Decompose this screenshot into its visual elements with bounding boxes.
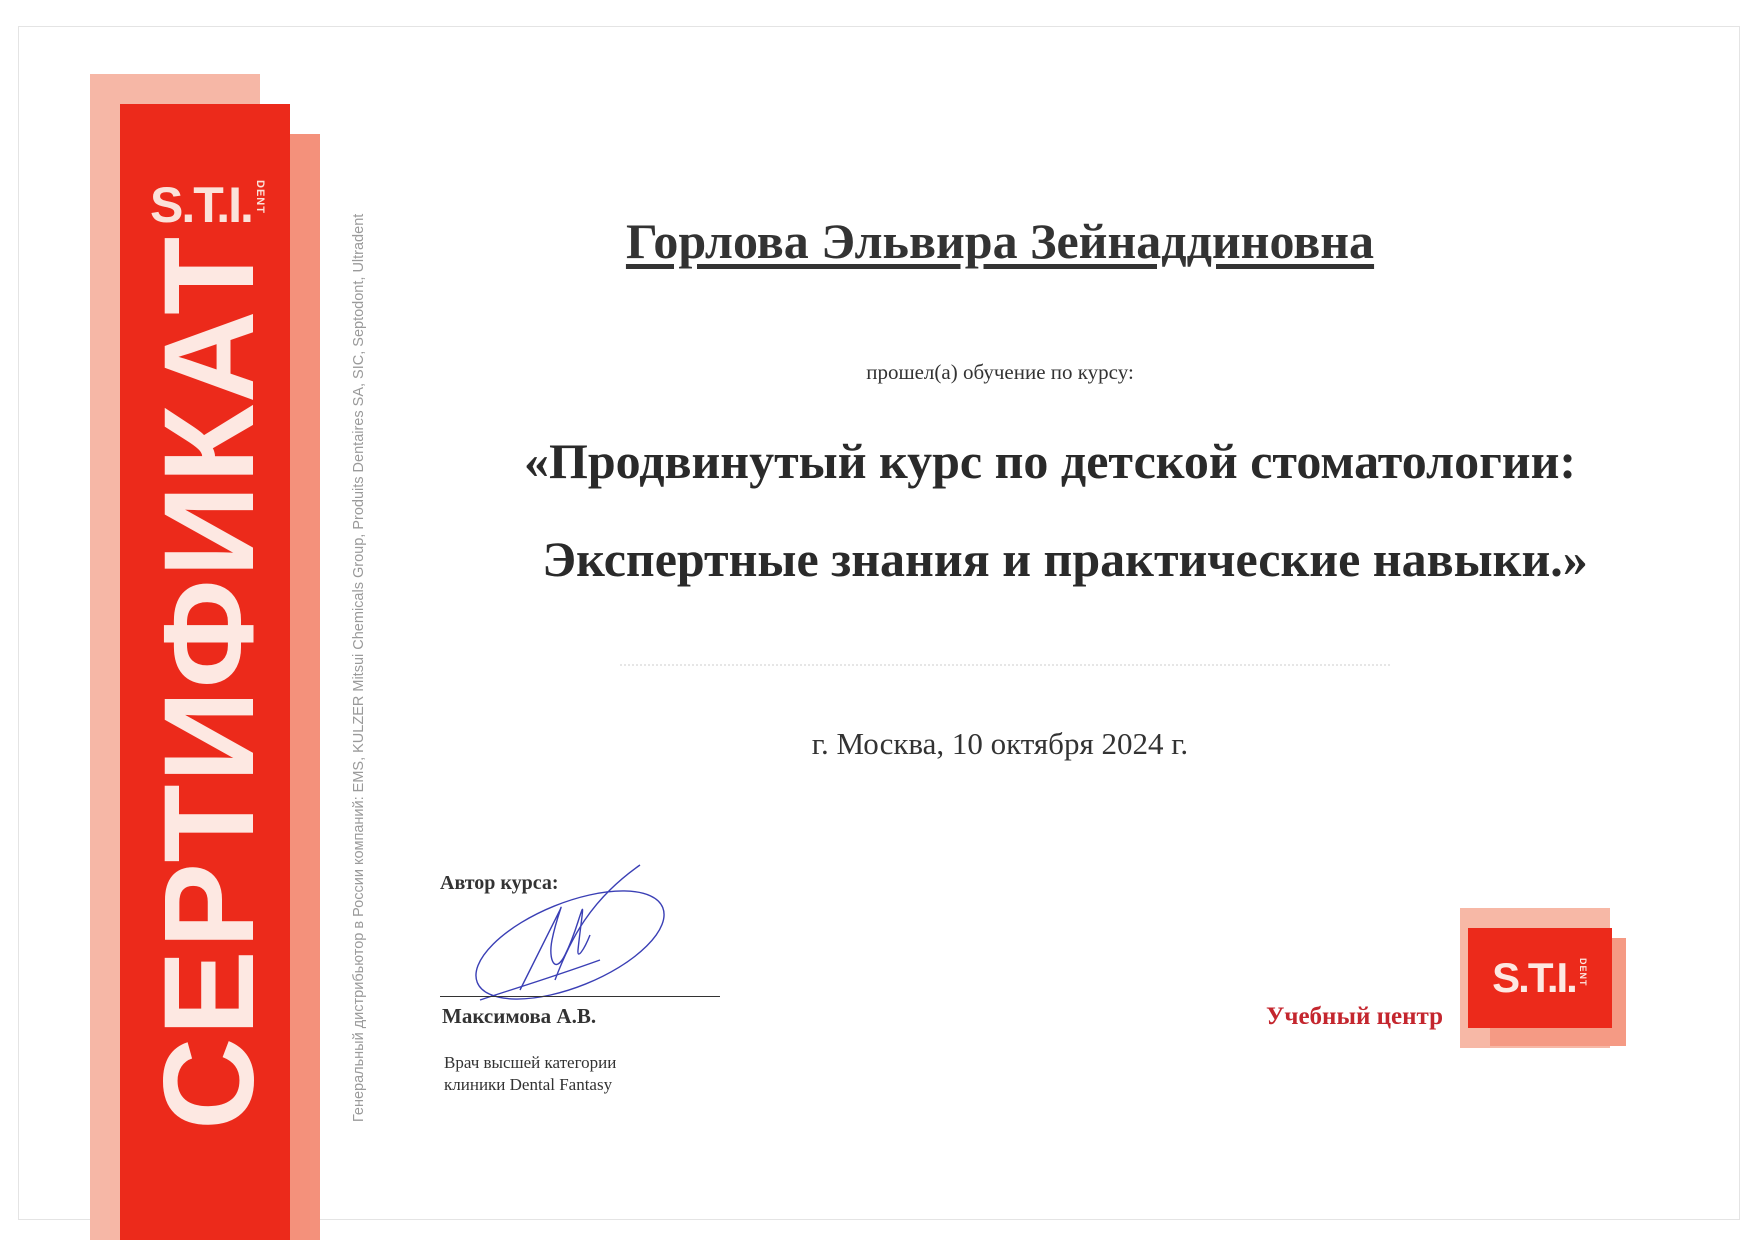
distributor-note: Генеральный дистрибьютор в России компаний: EMS, KULZER Mitsui Chemicals Group, Produits Dentaires SA, SIC, Septodont, Ultradent [351, 213, 367, 1122]
course-title-line2: Экспертные знания и практические навыки.» [542, 531, 1588, 587]
sti-logo-dent: DENT [253, 180, 266, 214]
recipient-name: Горлова Эльвира Зейнаддиновна [625, 213, 1375, 269]
author-label: Автор курса: [440, 872, 559, 894]
author-desc-line1: Врач высшей категории [444, 1053, 617, 1072]
certificate-title: СЕРТИФИКАТ [138, 234, 281, 1130]
sti-logo-text: S.T.I. [150, 177, 252, 233]
center-logo-mark [1492, 954, 1588, 1002]
course-title-line1: «Продвинутый курс по детской стоматологии: [523, 433, 1577, 489]
divider [620, 664, 1390, 666]
completed-text: прошел(а) обучение по курсу: [866, 360, 1134, 384]
signature-line [440, 996, 720, 997]
author-description [444, 1052, 616, 1096]
author-name: Максимова А.В. [442, 1004, 597, 1028]
author-desc-line2: клиники Dental Fantasy [444, 1075, 613, 1094]
center-logo-text: S.T.I. [1492, 954, 1576, 1001]
place-date: г. Москва, 10 октября 2024 г. [811, 726, 1189, 761]
center-logo-dent: DENT [1577, 958, 1588, 987]
training-center-label: Учебный центр [1266, 1003, 1444, 1030]
center-logo [1468, 928, 1612, 1028]
